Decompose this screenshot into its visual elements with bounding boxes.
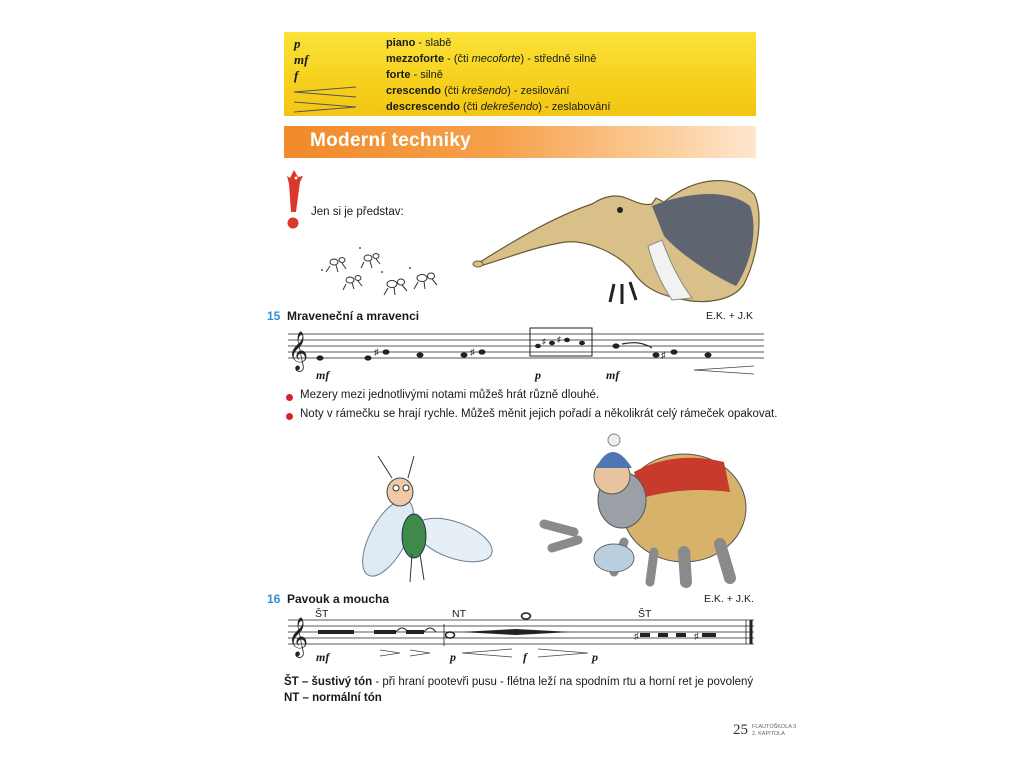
svg-text:𝄞: 𝄞 [288,331,309,371]
exercise-16-mark-st-2: ŠT [638,608,652,620]
svg-text:𝄞: 𝄞 [288,617,309,657]
footer-chapter: 2. KAPITOLA [752,731,785,737]
exercise-16-dynamic-p-2: p [592,650,598,664]
exercise-15-authors: E.K. + J.K [706,310,753,322]
exercise-15-title: Mraveneční a mravenci [287,309,420,323]
exercise-15-dynamic-mf-2: mf [606,368,620,382]
wrestler-illustration-icon [534,432,754,592]
legend-row-crescendo: crescendo (čti krešendo) - zesilování [386,85,570,97]
exercise-16-staff [284,606,760,660]
crescendo-hairpin-icon [292,86,358,98]
svg-text:♯: ♯ [542,337,546,346]
exercise-16-dynamic-mf: mf [316,650,330,664]
exercise-15-dynamic-p: p [535,368,541,382]
nt-definition: NT – normální tón [284,692,382,704]
ants-illustration-icon [312,240,447,302]
svg-text:♯: ♯ [694,631,699,641]
st-definition: ŠT – šustivý tón - při hraní pootevři pusu - flétna leží na spodním rtu a horní ret je povolený [284,676,754,688]
legend-row-mezzoforte: mezzoforte - (čti mecoforte) - středně silně [386,53,597,65]
svg-text:♯: ♯ [374,347,379,357]
page-number: 25 [733,722,748,738]
legend-symbol-piano: p [294,36,301,51]
exercise-16-title: Pavouk a moucha [287,592,390,606]
legend-symbol-forte: f [294,68,299,83]
exercise-16-dynamic-p: p [450,650,456,664]
exercise-15-note-1: Mezery mezi jednotlivými notami můžeš hrát různě dlouhé. [300,389,600,401]
footer-book-title: FLAUTOŠKOLA 3 [752,724,797,730]
exercise-15-number: 15 [267,309,281,323]
svg-text:♯: ♯ [557,335,561,344]
dynamics-legend-box [284,32,756,116]
section-header [284,126,756,158]
bullet-dot [286,394,293,401]
section-title: Moderní techniky [310,130,472,151]
decrescendo-hairpin-icon [292,101,358,113]
svg-text:♯: ♯ [661,350,666,360]
exercise-16-number: 16 [267,592,281,606]
exercise-15-staff [284,322,764,380]
exclamation-mascot-icon [282,168,306,230]
intro-text: Jen si je představ: [311,206,404,218]
legend-row-forte: forte - silně [386,69,443,81]
svg-text:♯: ♯ [470,347,475,357]
legend-row-piano: piano - slabě [386,37,452,49]
exercise-16-mark-st: ŠT [315,608,329,620]
svg-text:♯: ♯ [634,631,639,641]
exercise-16-mark-nt: NT [452,608,466,620]
legend-row-decrescendo: descrescendo (čti dekrešendo) - zeslabování [386,101,611,113]
fly-illustration-icon [356,454,496,590]
exercise-16-dynamic-f: f [523,650,527,664]
bullet-dot [286,413,293,420]
legend-symbol-mezzoforte: mf [294,52,309,67]
anteater-illustration-icon [466,166,766,308]
exercise-15-note-2: Noty v rámečku se hrají rychle. Můžeš měnit jejich pořadí a několikrát celý rámeček opakovat. [300,408,778,420]
exercise-16-authors: E.K. + J.K. [704,593,754,605]
exercise-15-dynamic-mf: mf [316,368,330,382]
